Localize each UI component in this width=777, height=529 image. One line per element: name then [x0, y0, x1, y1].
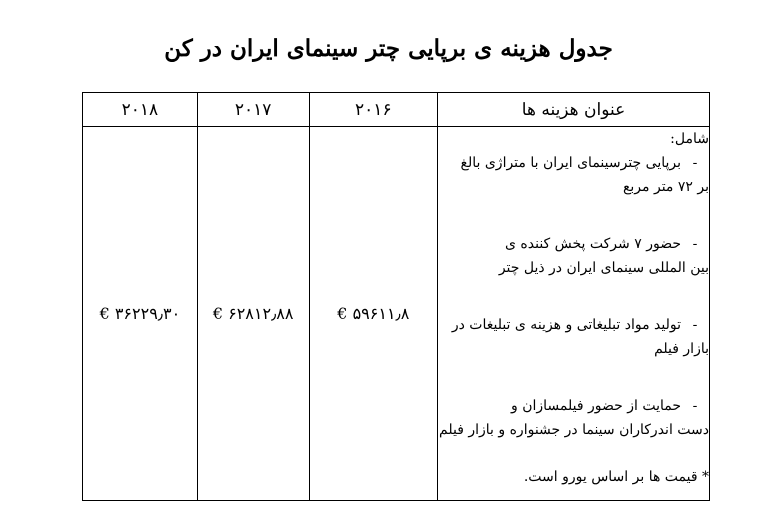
currency-note: * قیمت ها بر اساس یورو است. [523, 469, 709, 485]
dash-marker: - [692, 317, 698, 333]
value-2018: € ۳۶۲۲۹٫۳۰ [83, 127, 198, 501]
dash-marker: - [692, 155, 698, 171]
cost-items-list [438, 151, 709, 442]
item-line: بین المللی سینمای ایران در ذیل چتر [498, 260, 709, 276]
list-item [438, 151, 709, 199]
list-item [438, 232, 709, 280]
list-item [438, 394, 709, 442]
dash-marker: - [692, 236, 698, 252]
description-cell [438, 127, 710, 501]
list-item [438, 313, 709, 361]
body-row [83, 127, 710, 501]
intro-text: شامل: [670, 131, 709, 147]
item-line: تولید مواد تبلیغاتی و هزینه ی تبلیغات در [451, 317, 681, 333]
item-line: دست اندرکاران سینما در جشنواره و بازار فیلم [439, 422, 709, 438]
item-line: بازار فیلم [654, 341, 709, 357]
item-line: حمایت از حضور فیلمسازان و [511, 398, 681, 414]
page-title: جدول هزینه ی برپایی چتر سینمای ایران در کن [164, 35, 613, 62]
header-row [83, 93, 710, 127]
item-line: حضور ۷ شرکت پخش کننده ی [505, 236, 681, 252]
header-description: عنوان هزینه ها [438, 93, 710, 127]
header-2017: ۲۰۱۷ [197, 93, 309, 127]
header-2016: ۲۰۱۶ [309, 93, 438, 127]
header-2018: ۲۰۱۸ [83, 93, 198, 127]
value-2016: € ۵۹۶۱۱٫۸ [309, 127, 438, 501]
value-2017: € ۶۲۸۱۲٫۸۸ [197, 127, 309, 501]
cost-table [82, 92, 710, 501]
item-line: برپایی چترسینمای ایران با متراژی بالغ [460, 155, 681, 171]
dash-marker: - [692, 398, 698, 414]
item-line: بر ۷۲ متر مربع [622, 179, 709, 195]
